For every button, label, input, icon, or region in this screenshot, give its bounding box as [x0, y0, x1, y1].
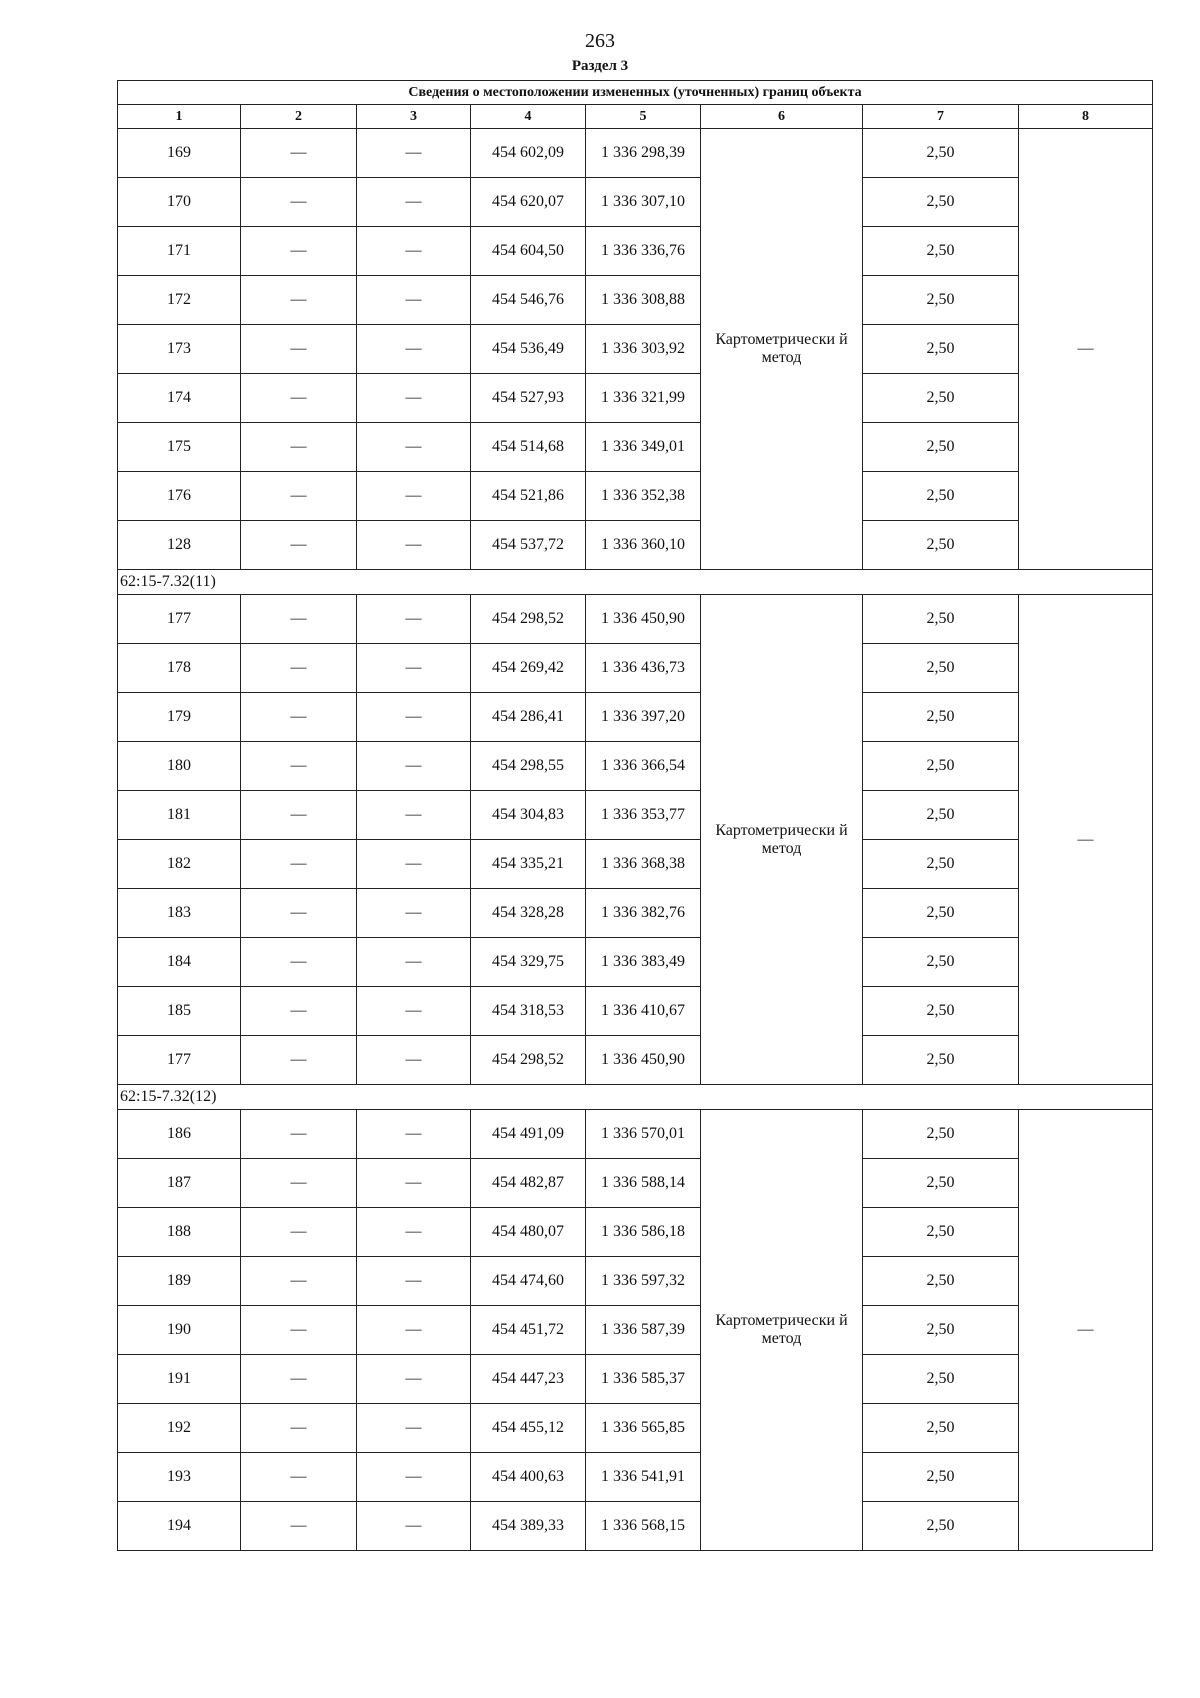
- y-coordinate-cell: 1 336 585,37: [586, 1355, 701, 1404]
- coordinates-table: [117, 80, 1153, 1551]
- table-row: [118, 472, 1153, 521]
- column-3-cell: —: [357, 423, 471, 472]
- point-number-cell: 181: [118, 791, 241, 840]
- column-2-cell: —: [241, 1355, 357, 1404]
- column-header-row: [118, 105, 1153, 129]
- table-row: [118, 1355, 1153, 1404]
- column-2-cell: —: [241, 1306, 357, 1355]
- point-number-cell: 173: [118, 325, 241, 374]
- point-number-cell: 182: [118, 840, 241, 889]
- accuracy-cell: 2,50: [863, 742, 1019, 791]
- column-3-cell: —: [357, 1208, 471, 1257]
- table-row: [118, 840, 1153, 889]
- y-coordinate-cell: 1 336 541,91: [586, 1453, 701, 1502]
- y-coordinate-cell: 1 336 410,67: [586, 987, 701, 1036]
- x-coordinate-cell: 454 400,63: [471, 1453, 586, 1502]
- point-number-cell: 171: [118, 227, 241, 276]
- accuracy-cell: 2,50: [863, 423, 1019, 472]
- point-number-cell: 194: [118, 1502, 241, 1551]
- column-3-cell: —: [357, 1306, 471, 1355]
- accuracy-cell: 2,50: [863, 472, 1019, 521]
- page-number: 263: [585, 30, 615, 52]
- point-number-cell: 186: [118, 1110, 241, 1159]
- column-header: 4: [471, 105, 586, 129]
- column-2-cell: —: [241, 1502, 357, 1551]
- column-3-cell: —: [357, 595, 471, 644]
- accuracy-cell: 2,50: [863, 325, 1019, 374]
- column-3-cell: —: [357, 938, 471, 987]
- column-3-cell: —: [357, 987, 471, 1036]
- column-2-cell: —: [241, 742, 357, 791]
- table-body: [118, 81, 1153, 1551]
- column-3-cell: —: [357, 178, 471, 227]
- column-2-cell: —: [241, 1453, 357, 1502]
- column-3-cell: —: [357, 227, 471, 276]
- x-coordinate-cell: 454 298,55: [471, 742, 586, 791]
- table-row: [118, 1502, 1153, 1551]
- column-8-cell: —: [1019, 129, 1153, 570]
- column-3-cell: —: [357, 1110, 471, 1159]
- table-row: [118, 1208, 1153, 1257]
- x-coordinate-cell: 454 304,83: [471, 791, 586, 840]
- column-3-cell: —: [357, 1159, 471, 1208]
- column-2-cell: —: [241, 178, 357, 227]
- accuracy-cell: 2,50: [863, 791, 1019, 840]
- y-coordinate-cell: 1 336 303,92: [586, 325, 701, 374]
- y-coordinate-cell: 1 336 298,39: [586, 129, 701, 178]
- x-coordinate-cell: 454 269,42: [471, 644, 586, 693]
- point-number-cell: 175: [118, 423, 241, 472]
- y-coordinate-cell: 1 336 352,38: [586, 472, 701, 521]
- x-coordinate-cell: 454 474,60: [471, 1257, 586, 1306]
- accuracy-cell: 2,50: [863, 1453, 1019, 1502]
- table-row: [118, 276, 1153, 325]
- y-coordinate-cell: 1 336 587,39: [586, 1306, 701, 1355]
- y-coordinate-cell: 1 336 349,01: [586, 423, 701, 472]
- accuracy-cell: 2,50: [863, 938, 1019, 987]
- accuracy-cell: 2,50: [863, 693, 1019, 742]
- column-2-cell: —: [241, 1110, 357, 1159]
- x-coordinate-cell: 454 521,86: [471, 472, 586, 521]
- column-2-cell: —: [241, 276, 357, 325]
- table-row: [118, 693, 1153, 742]
- y-coordinate-cell: 1 336 308,88: [586, 276, 701, 325]
- accuracy-cell: 2,50: [863, 521, 1019, 570]
- x-coordinate-cell: 454 491,09: [471, 1110, 586, 1159]
- y-coordinate-cell: 1 336 568,15: [586, 1502, 701, 1551]
- table-row: [118, 374, 1153, 423]
- column-2-cell: —: [241, 791, 357, 840]
- table-row: [118, 1453, 1153, 1502]
- column-2-cell: —: [241, 595, 357, 644]
- group-label: 62:15-7.32(12): [118, 1085, 1153, 1110]
- column-3-cell: —: [357, 276, 471, 325]
- point-number-cell: 174: [118, 374, 241, 423]
- y-coordinate-cell: 1 336 397,20: [586, 693, 701, 742]
- point-number-cell: 185: [118, 987, 241, 1036]
- y-coordinate-cell: 1 336 586,18: [586, 1208, 701, 1257]
- group-label-row: [118, 570, 1153, 595]
- column-2-cell: —: [241, 472, 357, 521]
- x-coordinate-cell: 454 447,23: [471, 1355, 586, 1404]
- point-number-cell: 128: [118, 521, 241, 570]
- y-coordinate-cell: 1 336 565,85: [586, 1404, 701, 1453]
- table-row: [118, 644, 1153, 693]
- x-coordinate-cell: 454 537,72: [471, 521, 586, 570]
- y-coordinate-cell: 1 336 450,90: [586, 595, 701, 644]
- column-2-cell: —: [241, 1404, 357, 1453]
- table-row: [118, 1110, 1153, 1159]
- table-row: [118, 325, 1153, 374]
- point-number-cell: 180: [118, 742, 241, 791]
- column-3-cell: —: [357, 1404, 471, 1453]
- x-coordinate-cell: 454 480,07: [471, 1208, 586, 1257]
- accuracy-cell: 2,50: [863, 276, 1019, 325]
- accuracy-cell: 2,50: [863, 1355, 1019, 1404]
- x-coordinate-cell: 454 286,41: [471, 693, 586, 742]
- table-row: [118, 521, 1153, 570]
- accuracy-cell: 2,50: [863, 1110, 1019, 1159]
- point-number-cell: 190: [118, 1306, 241, 1355]
- y-coordinate-cell: 1 336 570,01: [586, 1110, 701, 1159]
- x-coordinate-cell: 454 527,93: [471, 374, 586, 423]
- column-3-cell: —: [357, 1257, 471, 1306]
- table-row: [118, 595, 1153, 644]
- column-3-cell: —: [357, 521, 471, 570]
- x-coordinate-cell: 454 298,52: [471, 595, 586, 644]
- column-3-cell: —: [357, 1036, 471, 1085]
- accuracy-cell: 2,50: [863, 1208, 1019, 1257]
- column-3-cell: —: [357, 472, 471, 521]
- point-number-cell: 179: [118, 693, 241, 742]
- x-coordinate-cell: 454 604,50: [471, 227, 586, 276]
- table-row: [118, 889, 1153, 938]
- accuracy-cell: 2,50: [863, 889, 1019, 938]
- table-row: [118, 987, 1153, 1036]
- table-row: [118, 1306, 1153, 1355]
- column-2-cell: —: [241, 840, 357, 889]
- accuracy-cell: 2,50: [863, 1036, 1019, 1085]
- accuracy-cell: 2,50: [863, 644, 1019, 693]
- table-row: [118, 423, 1153, 472]
- column-2-cell: —: [241, 227, 357, 276]
- accuracy-cell: 2,50: [863, 840, 1019, 889]
- x-coordinate-cell: 454 335,21: [471, 840, 586, 889]
- accuracy-cell: 2,50: [863, 374, 1019, 423]
- table-row: [118, 938, 1153, 987]
- column-3-cell: —: [357, 129, 471, 178]
- column-header: 1: [118, 105, 241, 129]
- accuracy-cell: 2,50: [863, 1159, 1019, 1208]
- point-number-cell: 192: [118, 1404, 241, 1453]
- x-coordinate-cell: 454 389,33: [471, 1502, 586, 1551]
- point-number-cell: 183: [118, 889, 241, 938]
- point-number-cell: 187: [118, 1159, 241, 1208]
- y-coordinate-cell: 1 336 366,54: [586, 742, 701, 791]
- column-header: 8: [1019, 105, 1153, 129]
- accuracy-cell: 2,50: [863, 129, 1019, 178]
- column-2-cell: —: [241, 1159, 357, 1208]
- column-3-cell: —: [357, 1453, 471, 1502]
- point-number-cell: 170: [118, 178, 241, 227]
- column-2-cell: —: [241, 889, 357, 938]
- accuracy-cell: 2,50: [863, 595, 1019, 644]
- accuracy-cell: 2,50: [863, 1404, 1019, 1453]
- x-coordinate-cell: 454 482,87: [471, 1159, 586, 1208]
- table-row: [118, 178, 1153, 227]
- method-cell: Картометрически й метод: [701, 1110, 863, 1551]
- table-row: [118, 742, 1153, 791]
- accuracy-cell: 2,50: [863, 178, 1019, 227]
- column-2-cell: —: [241, 129, 357, 178]
- column-8-cell: —: [1019, 1110, 1153, 1551]
- column-3-cell: —: [357, 791, 471, 840]
- column-2-cell: —: [241, 644, 357, 693]
- y-coordinate-cell: 1 336 360,10: [586, 521, 701, 570]
- y-coordinate-cell: 1 336 336,76: [586, 227, 701, 276]
- accuracy-cell: 2,50: [863, 1502, 1019, 1551]
- accuracy-cell: 2,50: [863, 1306, 1019, 1355]
- column-8-cell: —: [1019, 595, 1153, 1085]
- y-coordinate-cell: 1 336 597,32: [586, 1257, 701, 1306]
- y-coordinate-cell: 1 336 321,99: [586, 374, 701, 423]
- y-coordinate-cell: 1 336 382,76: [586, 889, 701, 938]
- y-coordinate-cell: 1 336 368,38: [586, 840, 701, 889]
- point-number-cell: 193: [118, 1453, 241, 1502]
- column-3-cell: —: [357, 374, 471, 423]
- point-number-cell: 176: [118, 472, 241, 521]
- y-coordinate-cell: 1 336 353,77: [586, 791, 701, 840]
- x-coordinate-cell: 454 318,53: [471, 987, 586, 1036]
- x-coordinate-cell: 454 620,07: [471, 178, 586, 227]
- point-number-cell: 178: [118, 644, 241, 693]
- x-coordinate-cell: 454 455,12: [471, 1404, 586, 1453]
- table-row: [118, 227, 1153, 276]
- group-label: 62:15-7.32(11): [118, 570, 1153, 595]
- table-row: [118, 1036, 1153, 1085]
- method-cell: Картометрически й метод: [701, 129, 863, 570]
- accuracy-cell: 2,50: [863, 1257, 1019, 1306]
- x-coordinate-cell: 454 451,72: [471, 1306, 586, 1355]
- column-2-cell: —: [241, 938, 357, 987]
- section-title: Раздел 3: [571, 58, 629, 74]
- x-coordinate-cell: 454 602,09: [471, 129, 586, 178]
- column-2-cell: —: [241, 1257, 357, 1306]
- column-header: 7: [863, 105, 1019, 129]
- column-3-cell: —: [357, 693, 471, 742]
- accuracy-cell: 2,50: [863, 227, 1019, 276]
- column-2-cell: —: [241, 693, 357, 742]
- table-caption: Сведения о местоположении измененных (уточненных) границ объекта: [118, 81, 1153, 105]
- x-coordinate-cell: 454 329,75: [471, 938, 586, 987]
- column-3-cell: —: [357, 644, 471, 693]
- column-3-cell: —: [357, 889, 471, 938]
- x-coordinate-cell: 454 536,49: [471, 325, 586, 374]
- y-coordinate-cell: 1 336 450,90: [586, 1036, 701, 1085]
- accuracy-cell: 2,50: [863, 987, 1019, 1036]
- x-coordinate-cell: 454 546,76: [471, 276, 586, 325]
- x-coordinate-cell: 454 514,68: [471, 423, 586, 472]
- y-coordinate-cell: 1 336 588,14: [586, 1159, 701, 1208]
- column-3-cell: —: [357, 1502, 471, 1551]
- column-2-cell: —: [241, 423, 357, 472]
- column-3-cell: —: [357, 325, 471, 374]
- column-2-cell: —: [241, 325, 357, 374]
- y-coordinate-cell: 1 336 436,73: [586, 644, 701, 693]
- table-row: [118, 1257, 1153, 1306]
- table-row: [118, 791, 1153, 840]
- column-2-cell: —: [241, 987, 357, 1036]
- table-caption-row: [118, 81, 1153, 105]
- column-3-cell: —: [357, 840, 471, 889]
- table-row: [118, 1404, 1153, 1453]
- point-number-cell: 172: [118, 276, 241, 325]
- group-label-row: [118, 1085, 1153, 1110]
- column-header: 6: [701, 105, 863, 129]
- column-header: 5: [586, 105, 701, 129]
- table-row: [118, 1159, 1153, 1208]
- column-2-cell: —: [241, 521, 357, 570]
- point-number-cell: 184: [118, 938, 241, 987]
- column-2-cell: —: [241, 1208, 357, 1257]
- column-header: 3: [357, 105, 471, 129]
- column-3-cell: —: [357, 742, 471, 791]
- y-coordinate-cell: 1 336 307,10: [586, 178, 701, 227]
- point-number-cell: 169: [118, 129, 241, 178]
- point-number-cell: 177: [118, 595, 241, 644]
- point-number-cell: 177: [118, 1036, 241, 1085]
- x-coordinate-cell: 454 328,28: [471, 889, 586, 938]
- method-cell: Картометрически й метод: [701, 595, 863, 1085]
- table-row: [118, 129, 1153, 178]
- point-number-cell: 191: [118, 1355, 241, 1404]
- column-header: 2: [241, 105, 357, 129]
- x-coordinate-cell: 454 298,52: [471, 1036, 586, 1085]
- point-number-cell: 189: [118, 1257, 241, 1306]
- column-3-cell: —: [357, 1355, 471, 1404]
- column-2-cell: —: [241, 374, 357, 423]
- point-number-cell: 188: [118, 1208, 241, 1257]
- y-coordinate-cell: 1 336 383,49: [586, 938, 701, 987]
- column-2-cell: —: [241, 1036, 357, 1085]
